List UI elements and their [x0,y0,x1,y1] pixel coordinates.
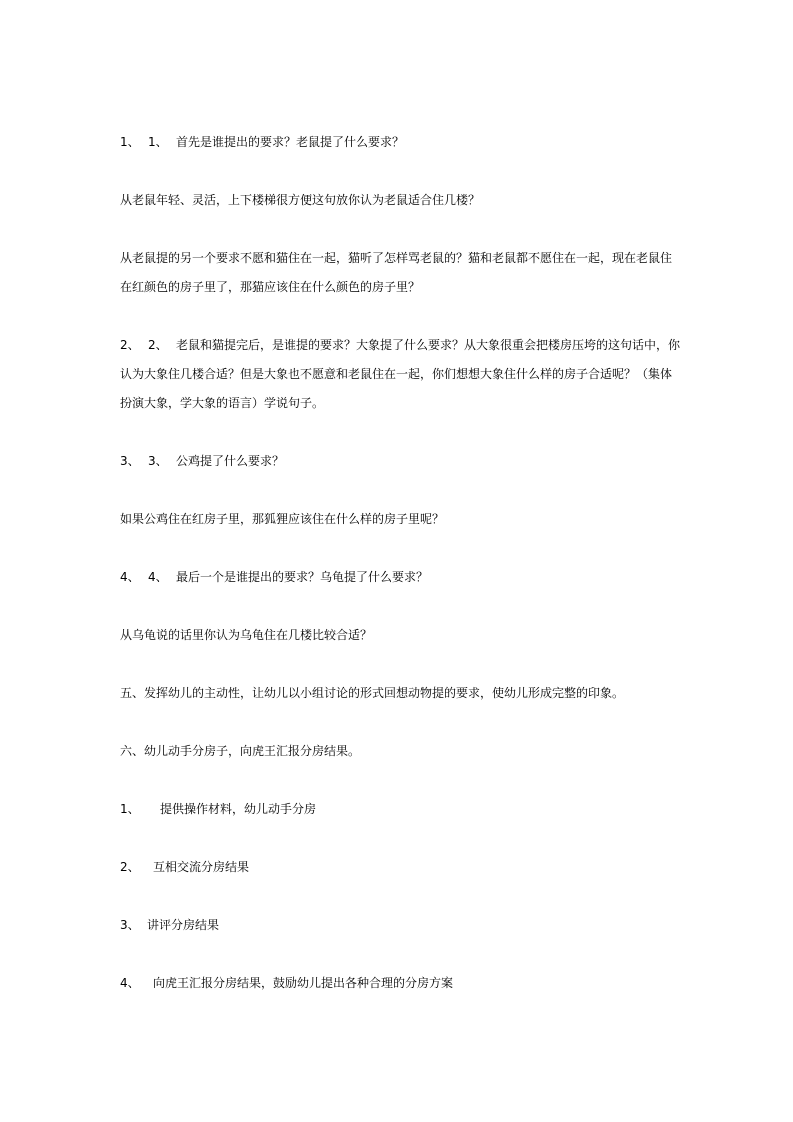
paragraph-2 [120,186,680,215]
paragraph-text: 从老鼠年轻、灵活，上下楼梯很方便这句放你认为老鼠适合住几楼？ [120,193,481,207]
paragraph-8 [120,621,680,650]
paragraph-7 [120,563,680,592]
step-number: 1、 [120,802,140,816]
paragraph-10 [120,737,680,766]
step-2 [120,853,680,882]
paragraph-number: 1、 [120,135,140,149]
paragraph-text: 首先是谁提出的要求？老鼠提了什么要求？ [176,135,405,149]
paragraph-9 [120,679,680,708]
paragraph-3 [120,244,680,302]
step-text: 向虎王汇报分房结果，鼓励幼儿提出各种合理的分房方案 [153,976,454,990]
paragraph-5 [120,447,680,476]
step-1 [120,795,680,824]
paragraph-subnumber: 1、 [148,135,168,149]
step-number: 3、 [120,918,140,932]
paragraph-number: 4、 [120,570,140,584]
step-text: 提供操作材料，幼儿动手分房 [160,802,317,816]
paragraph-1 [120,128,680,157]
step-3 [120,911,680,940]
paragraph-text: 从乌龟说的话里你认为乌龟住在几楼比较合适？ [120,628,373,642]
step-number: 4、 [120,976,140,990]
document-body [120,128,680,1027]
paragraph-text: 五、发挥幼儿的主动性，让幼儿以小组讨论的形式回想动物提的要求，使幼儿形成完整的印象。 [120,686,625,700]
paragraph-text: 六、幼儿动手分房子，向虎王汇报分房结果。 [120,744,361,758]
paragraph-text: 从老鼠提的另一个要求不愿和猫住在一起，猫听了怎样骂老鼠的？猫和老鼠都不愿住在一起，现在老鼠住在红颜色的房子里了，那猫应该住在什么颜色的房子里？ [120,251,673,294]
paragraph-text: 最后一个是谁提出的要求？乌龟提了什么要求？ [176,570,429,584]
paragraph-subnumber: 4、 [148,570,168,584]
paragraph-number: 2、 [120,338,140,352]
step-text: 讲评分房结果 [147,918,220,932]
paragraph-4 [120,331,680,418]
paragraph-text: 公鸡提了什么要求？ [176,454,285,468]
paragraph-text: 老鼠和猫提完后，是谁提的要求？大象提了什么要求？从大象很重会把楼房压垮的这句话中，你认为大象住几楼合适？但是大象也不愿意和老鼠住在一起，你们想想大象住什么样的房子合适呢？（集体扮演大象，学大象的语言）学说句子。 [120,338,681,410]
paragraph-6 [120,505,680,534]
paragraph-text: 如果公鸡住在红房子里，那狐狸应该住在什么样的房子里呢？ [120,512,445,526]
step-text: 互相交流分房结果 [153,860,250,874]
paragraph-number: 3、 [120,454,140,468]
paragraph-subnumber: 2、 [148,338,168,352]
paragraph-subnumber: 3、 [148,454,168,468]
step-4 [120,969,680,998]
step-number: 2、 [120,860,140,874]
